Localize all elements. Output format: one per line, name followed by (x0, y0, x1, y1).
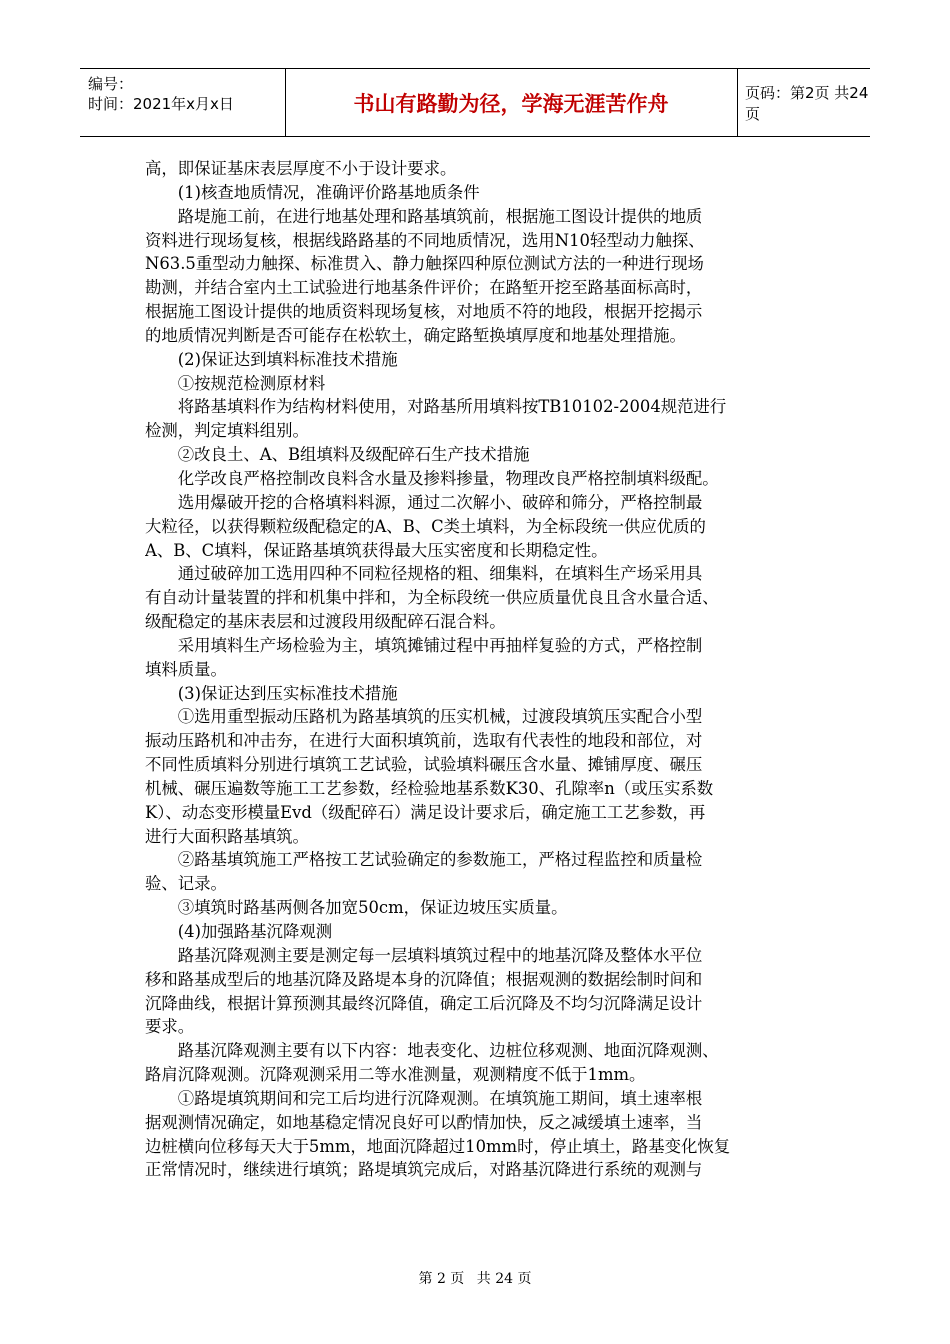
text-line: 填料质量。 (145, 659, 227, 679)
text-line: 边桩横向位移每天大于5mm，地面沉降超过10mm时，停止填土，路基变化恢复 (145, 1136, 731, 1156)
text-line: 要求。 (145, 1017, 195, 1037)
text-line: 路基沉降观测主要有以下内容：地表变化、边桩位移观测、地面沉降观测、 (145, 1041, 719, 1061)
header-page-info: 页码：第2页 共24页 (745, 83, 869, 123)
text-line: ①路堤填筑期间和完工后均进行沉降观测。在填筑施工期间，填土速率根 (145, 1088, 703, 1108)
text-line: 移和路基成型后的地基沉降及路堤本身的沉降值；根据观测的数据绘制时间和 (145, 969, 703, 989)
header-motto: 书山有路勤为径，学海无涯苦作舟 (285, 69, 738, 136)
text-line: (3)保证达到压实标准技术措施 (145, 683, 398, 703)
page-header (80, 68, 870, 137)
text-line: 采用填料生产场检验为主，填筑摊铺过程中再抽样复验的方式，严格控制 (145, 635, 703, 655)
text-line: 据观测情况确定，如地基稳定情况良好可以酌情加快，反之减缓填土速率，当 (145, 1112, 703, 1132)
date-line: 时间：2021年x月x日 (88, 95, 234, 113)
text-line: 有自动计量装置的拌和机集中拌和，为全标段统一供应质量优良且含水量合适、 (145, 588, 719, 608)
text-line: K）、动态变形模量Evd（级配碎石）满足设计要求后，确定施工工艺参数，再 (145, 802, 706, 822)
text-line: 大粒径，以获得颗粒级配稳定的A、B、C类土填料，为全标段统一供应优质的 (145, 516, 706, 536)
text-line: ③填筑时路基两侧各加宽50cm，保证边坡压实质量。 (145, 898, 568, 918)
text-line: 级配稳定的基床表层和过渡段用级配碎石混合料。 (145, 612, 506, 632)
text-line: 将路基填料作为结构材料使用，对路基所用填料按TB10102-2004规范进行 (145, 397, 727, 417)
text-line: 路肩沉降观测。沉降观测采用二等水准测量，观测精度不低于1mm。 (145, 1065, 646, 1085)
page-footer (0, 1268, 950, 1288)
text-line: 资料进行现场复核，根据线路路基的不同地质情况，选用N10轻型动力触探、 (145, 230, 705, 250)
text-line: 验、记录。 (145, 874, 227, 894)
text-line: 根据施工图设计提供的地质资料现场复核，对地质不符的地段，根据开挖揭示 (145, 302, 703, 322)
text-line: 选用爆破开挖的合格填料料源，通过二次解小、破碎和筛分，严格控制最 (145, 492, 703, 512)
text-line: (1)核查地质情况，准确评价路基地质条件 (145, 182, 480, 202)
text-line: 勘测，并结合室内土工试验进行地基条件评价；在路堑开挖至路基面标高时， (145, 278, 703, 298)
text-line: 路基沉降观测主要是测定每一层填料填筑过程中的地基沉降及整体水平位 (145, 945, 703, 965)
header-meta-cell (80, 69, 286, 136)
text-line: 不同性质填料分别进行填筑工艺试验，试验填料碾压含水量、摊铺厚度、碾压 (145, 755, 703, 775)
text-line: 沉降曲线，根据计算预测其最终沉降值，确定工后沉降及不均匀沉降满足设计 (145, 993, 703, 1013)
text-line: A、B、C填料，保证路基填筑获得最大压实密度和长期稳定性。 (145, 540, 608, 560)
text-line: 通过破碎加工选用四种不同粒径规格的粗、细集料，在填料生产场采用具 (145, 564, 703, 584)
number-label: 编号： (88, 75, 134, 93)
text-line: (4)加强路基沉降观测 (145, 922, 333, 941)
text-line: 进行大面积路基填筑。 (145, 826, 309, 846)
text-line: ②改良土、A、B组填料及级配碎石生产技术措施 (145, 445, 530, 465)
text-line: 的地质情况判断是否可能存在松软土，确定路堑换填厚度和地基处理措施。 (145, 325, 686, 345)
text-line: N63.5重型动力触探、标准贯入、静力触探四种原位测试方法的一种进行现场 (145, 254, 704, 274)
footer-total-pages: 共 24 页 (476, 1271, 532, 1287)
text-line: ①选用重型振动压路机为路基填筑的压实机械，过渡段填筑压实配合小型 (145, 707, 703, 727)
text-line: 检测，判定填料组别。 (145, 421, 309, 441)
text-line: 化学改良严格控制改良料含水量及掺料掺量，物理改良严格控制填料级配。 (145, 468, 719, 488)
text-line: 机械、碾压遍数等施工工艺参数，经检验地基系数K30、孔隙率n（或压实系数 (145, 778, 714, 798)
text-line: 高，即保证基床表层厚度不小于设计要求。 (145, 159, 457, 178)
document-body (145, 157, 810, 1182)
text-line: ②路基填筑施工严格按工艺试验确定的参数施工，严格过程监控和质量检 (145, 850, 703, 870)
text-line: 正常情况时，继续进行填筑；路堤填筑完成后，对路基沉降进行系统的观测与 (145, 1160, 703, 1180)
text-line: 振动压路机和冲击夯，在进行大面积填筑前，选取有代表性的地段和部位，对 (145, 731, 703, 751)
text-line: ①按规范检测原材料 (145, 373, 326, 393)
footer-page-number: 第 2 页 (418, 1271, 465, 1287)
text-line: 路堤施工前，在进行地基处理和路基填筑前，根据施工图设计提供的地质 (145, 206, 703, 226)
text-line: (2)保证达到填料标准技术措施 (145, 349, 398, 369)
